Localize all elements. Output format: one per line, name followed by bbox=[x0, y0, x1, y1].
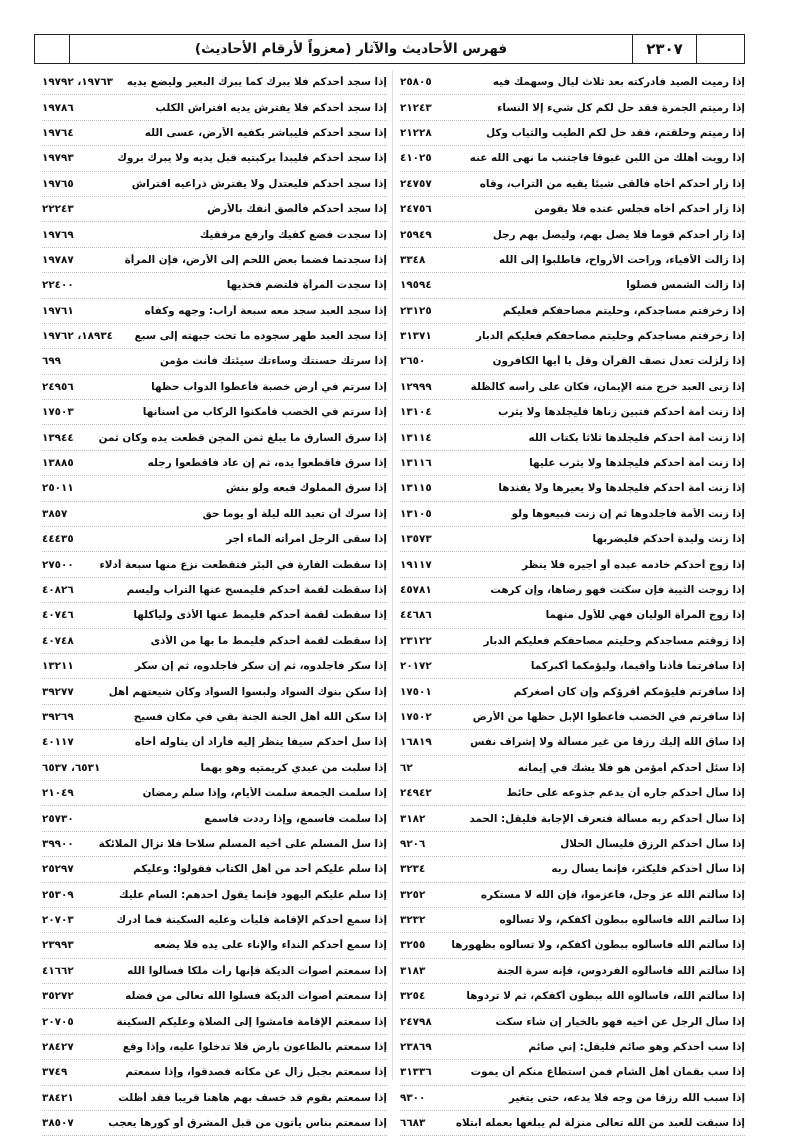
index-entry bbox=[400, 502, 745, 527]
hadith-text: إذا سكن الله أهل الجنة الجنة بقي في مكان فسيح bbox=[133, 710, 387, 723]
hadith-number: ٢١٢٢٨ bbox=[400, 126, 432, 139]
index-entry bbox=[400, 1086, 745, 1111]
hadith-text: إذا زلزلت تعدل نصف القرآن وقل يا أيها الكافرون bbox=[492, 355, 745, 368]
hadith-text: إذا زالت الأفياء، وراحت الأرواح، فاطلبوا إلى الله bbox=[499, 253, 745, 266]
hadith-text: إذا زوج المرأة الوليان فهي للأول منهما bbox=[545, 609, 745, 622]
hadith-number: ٣١٣٧١ bbox=[400, 330, 432, 343]
index-entry bbox=[400, 1060, 745, 1085]
hadith-text: إذا سقى الرجل امرأته الماء أجر bbox=[226, 533, 387, 546]
hadith-number: ١٣١٠٥ bbox=[400, 507, 432, 520]
hadith-number: ١٣١٠٤ bbox=[400, 406, 432, 419]
hadith-number: ٢١٢٤٣ bbox=[400, 101, 432, 114]
hadith-text: إذا سمعتم بجبل زال عن مكانه فصدقوا، وإذا سمعتم bbox=[125, 1066, 387, 1079]
index-entry bbox=[42, 502, 387, 527]
hadith-number: ٢٥٩٤٩ bbox=[400, 228, 432, 241]
index-column-left bbox=[42, 70, 387, 1136]
hadith-number: ٢٥٨٠٥ bbox=[400, 76, 432, 89]
hadith-number: ٤٠١١٧ bbox=[42, 736, 74, 749]
hadith-number: ١٣٥٧٣ bbox=[400, 533, 432, 546]
hadith-number: ٢٤٩٤٢ bbox=[400, 787, 432, 800]
hadith-text: إذا سألتم الله فاسألوه ببطون أكفكم، ولا تسألوه bbox=[499, 914, 745, 927]
hadith-text: إذا زنت أمة أحدكم فليجلدها ثلاثاً بكتاب الله bbox=[528, 431, 745, 444]
index-entry bbox=[42, 1009, 387, 1034]
hadith-text: إذا زنت أمة أحدكم فتبين زناها فليجلدها ولا يثرب bbox=[498, 406, 745, 419]
hadith-number: ١٩٧٦٤ bbox=[42, 126, 74, 139]
hadith-text: إذا زوجت الثيبة فإن سكتت فهو رضاها، وإن كرهت bbox=[490, 584, 745, 596]
hadith-text: إذا زار أحدكم أخاه فجلس عنده فلا يقومن bbox=[534, 203, 745, 216]
hadith-text: إذا سافرتما فأذنا وأقيما، وليؤمكما أكبركما bbox=[530, 660, 745, 673]
index-entry bbox=[42, 425, 387, 450]
hadith-text: إذا سأل أحدكم ربه مسألة فتعرف الإجابة فليقل: الحمد bbox=[469, 812, 745, 825]
hadith-number: ٩٣٠٠ bbox=[400, 1091, 426, 1104]
header-cell-empty bbox=[696, 35, 744, 63]
hadith-text: إذا سمع أحدكم الإقامة فليأت وعليه السكينة فما أدرك bbox=[116, 914, 387, 927]
hadith-text: إذا سرق المملوك فبعه ولو بنش bbox=[225, 482, 387, 495]
hadith-number: ٢٠٧٠٣ bbox=[42, 914, 74, 927]
hadith-text: إذا سجد العبد طهر سجوده ما تحت جبهته إلى سبع bbox=[134, 330, 387, 343]
hadith-number: ١٩٧٦٩ bbox=[42, 228, 74, 241]
index-entry bbox=[400, 70, 745, 95]
index-entry bbox=[400, 756, 745, 781]
index-entry bbox=[400, 857, 745, 882]
hadith-number: ٢٠١٧٢ bbox=[400, 660, 432, 673]
index-entry bbox=[400, 832, 745, 857]
hadith-number: ٢٥٣٠٩ bbox=[42, 888, 74, 901]
hadith-number: ٢٥٢٩٧ bbox=[42, 863, 74, 876]
hadith-number: ٣٨٥٧ bbox=[42, 507, 68, 520]
hadith-text: إذا زنت أمة أحدكم فليجلدها ولا يعيرها ولا يفندها bbox=[498, 482, 745, 495]
index-entry bbox=[42, 349, 387, 374]
index-entry bbox=[42, 679, 387, 704]
hadith-number: ٢٥٠١١ bbox=[42, 482, 74, 495]
hadith-number: ١٩٧٨٦ bbox=[42, 101, 74, 114]
hadith-text: إذا سجدت المرأة فلتضم فخذيها bbox=[226, 279, 387, 292]
hadith-number: ٢٧٥٠٠ bbox=[42, 558, 74, 571]
index-entry bbox=[400, 476, 745, 501]
hadith-number: ٢٤٧٩٨ bbox=[400, 1015, 432, 1028]
hadith-number: ١٣١١٥ bbox=[400, 482, 432, 495]
hadith-number: ٣٢٥٢ bbox=[400, 888, 426, 901]
index-entry bbox=[42, 883, 387, 908]
hadith-text: إذا سألتم الله، فاسألوه الله ببطون أكفكم، ثم لا تردوها bbox=[466, 990, 745, 1003]
hadith-text: إذا زوج أحدكم خادمه عبده أو أجيره فلا ينظر bbox=[522, 558, 745, 571]
hadith-number: ٢٤٩٥٦ bbox=[42, 380, 74, 393]
hadith-text: إذا سمعتم بناس يأتون من قبل المشرق أو كورها يعجب bbox=[108, 1117, 387, 1130]
index-entry bbox=[400, 121, 745, 146]
column-divider bbox=[392, 70, 393, 1080]
index-entry bbox=[42, 857, 387, 882]
index-entry bbox=[42, 933, 387, 958]
index-entry bbox=[400, 527, 745, 552]
hadith-text: إذا زنى العبد خرج منه الإيمان، فكان على رأسه كالظلة bbox=[470, 380, 745, 393]
index-entry bbox=[400, 629, 745, 654]
page-header bbox=[34, 34, 745, 64]
index-entry bbox=[400, 578, 745, 603]
hadith-number: ١٣٢١١ bbox=[42, 660, 74, 673]
index-entry bbox=[400, 1035, 745, 1060]
index-entry bbox=[42, 603, 387, 628]
index-entry bbox=[400, 705, 745, 730]
index-entry bbox=[42, 476, 387, 501]
index-entry bbox=[400, 95, 745, 120]
index-entry bbox=[400, 933, 745, 958]
hadith-text: إذا رميت الصيد فأدركته بعد ثلاث ليال وسهمك فيه bbox=[492, 76, 745, 89]
hadith-number: ١٦٨١٩ bbox=[400, 736, 432, 749]
index-entry bbox=[400, 451, 745, 476]
hadith-text: إذا سكن بنوك السواد ولبسوا السواد وكان شيعتهم أهل bbox=[108, 685, 387, 698]
hadith-number: ١٣٨٨٥ bbox=[42, 457, 74, 470]
hadith-number: ٢٢٤٠٠ bbox=[42, 279, 74, 292]
hadith-text: إذا سمع أحدكم النداء والإناء على يده فلا يضعه bbox=[153, 939, 387, 952]
hadith-number: ٤٤٤٣٥ bbox=[42, 533, 74, 546]
index-entry bbox=[400, 908, 745, 933]
hadith-number: ٤١٦٦٢ bbox=[42, 964, 74, 977]
index-entry bbox=[400, 172, 745, 197]
hadith-text: إذا سب بقمان أهل الشام فمن استطاع منكم أن يموت bbox=[470, 1066, 745, 1079]
hadith-number: ٣٥٢٧٢ bbox=[42, 990, 74, 1003]
index-entry bbox=[42, 121, 387, 146]
hadith-number: ٣١٨٣ bbox=[400, 964, 426, 977]
hadith-number: ١٩٧٩٣ bbox=[42, 152, 74, 165]
hadith-text: إذا سمعتم بالطاعون بأرض فلا تدخلوا عليه، وإذا وقع bbox=[122, 1041, 387, 1054]
index-entry bbox=[400, 349, 745, 374]
index-entry bbox=[42, 400, 387, 425]
index-entry bbox=[42, 527, 387, 552]
index-entry bbox=[42, 806, 387, 831]
hadith-text: إذا سقطت لقمة أحدكم فليمسح عنها التراب وليسم bbox=[126, 584, 387, 596]
hadith-number: ٢٠٧٠٥ bbox=[42, 1015, 74, 1028]
hadith-text: إذا سرك أن تعبد الله ليلة أو يوما حق bbox=[202, 507, 387, 520]
hadith-number: ٤٠٧٤٨ bbox=[42, 634, 74, 647]
hadith-text: إذا رميتم الجمرة فقد حل لكم كل شيء إلا النساء bbox=[497, 101, 745, 114]
hadith-number: ٢١٠٤٩ bbox=[42, 787, 74, 800]
index-entry bbox=[42, 908, 387, 933]
hadith-number: ٤٠٨٢٦ bbox=[42, 584, 74, 596]
hadith-text: إذا سرق فاقطعوا يده، ثم إن عاد فاقطعوا رجله bbox=[147, 457, 387, 470]
hadith-text: إذا سقطت لقمة أحدكم فليمط ما بها من الأذى bbox=[150, 634, 387, 647]
index-entry bbox=[42, 299, 387, 324]
hadith-text: إذا زار أحدكم قوماً فلا يصل بهم، وليصل بهم رجل bbox=[492, 228, 745, 241]
index-entry bbox=[400, 603, 745, 628]
hadith-text: إذا سمعتم أصوات الديكة فإنها رأت ملكا فسألوا الله bbox=[127, 964, 387, 977]
hadith-text: إذا زالت الشمس فصلوا bbox=[626, 279, 745, 292]
hadith-text: إذا سرتم في الخصب فأمكنوا الركاب من أسنانها bbox=[142, 406, 387, 419]
index-entry bbox=[400, 806, 745, 831]
index-entry bbox=[400, 984, 745, 1009]
hadith-number: ٢٨٤٢٧ bbox=[42, 1041, 74, 1054]
hadith-number: ١٩٧٦١ bbox=[42, 304, 74, 317]
hadith-number: ٣٨٤٢١ bbox=[42, 1091, 74, 1104]
hadith-number: ١٧٥٠١ bbox=[400, 685, 432, 698]
hadith-number: ١٧٥٠٣ bbox=[42, 406, 74, 419]
hadith-text: إذا سقطت لقمة أحدكم فليمط عنها الأذى وليأكلها bbox=[133, 609, 387, 622]
hadith-text: إذا سألتم الله فاسألوه ببطون أكفكم، ولا تسألوه بظهورها bbox=[451, 939, 745, 952]
hadith-text: إذا سلمت فاسمع، وإذا رددت فاسمع bbox=[204, 812, 387, 825]
hadith-number: ١٩٧٨٧ bbox=[42, 253, 74, 266]
hadith-text: إذا سلمت الجمعة سلمت الأيام، وإذا سلم رمضان bbox=[142, 787, 387, 800]
hadith-number: ٣٢٥٥ bbox=[400, 939, 426, 952]
hadith-number: ٤٠٧٤٦ bbox=[42, 609, 74, 622]
page-title: فهرس الأحاديث والآثار (معزواً لأرقام الأحاديث) bbox=[69, 35, 632, 63]
hadith-text: إذا سافرتم فليؤمكم أقرؤكم وإن كان أصغركم bbox=[513, 685, 745, 698]
index-entry bbox=[400, 375, 745, 400]
hadith-text: إذا زخرفتم مساجدكم وحليتم مصاحفكم فعليكم الدبار bbox=[475, 330, 745, 343]
hadith-text: إذا زنت أمة أحدكم فليجلدها ولا يثرب عليها bbox=[529, 457, 745, 470]
index-entry bbox=[42, 552, 387, 577]
index-entry bbox=[42, 654, 387, 679]
index-entry bbox=[400, 146, 745, 171]
hadith-text: إذا زنت الأمة فاجلدوها ثم إن زنت فبيعوها ولو bbox=[511, 507, 745, 520]
hadith-text: إذا سأل أحدكم الرزق فليسأل الحلال bbox=[560, 837, 745, 850]
index-entry bbox=[42, 375, 387, 400]
index-entry bbox=[42, 1060, 387, 1085]
hadith-number: ٢٥٧٣٠ bbox=[42, 812, 74, 825]
hadith-number: ٤٥٧٨١ bbox=[400, 584, 432, 596]
index-entry bbox=[400, 400, 745, 425]
index-entry bbox=[42, 248, 387, 273]
hadith-number: ٤٤٦٨٦ bbox=[400, 609, 432, 622]
hadith-number: ٣٢٥٤ bbox=[400, 990, 426, 1003]
index-entry bbox=[400, 1009, 745, 1034]
index-entry bbox=[42, 832, 387, 857]
index-entry bbox=[400, 679, 745, 704]
hadith-number: ٦٩٩ bbox=[42, 355, 62, 368]
hadith-number: ٣٩٩٠٠ bbox=[42, 837, 74, 850]
hadith-text: إذا سجد أحدكم فليبدأ بركبتيه قبل يديه ولا يبرك بروك bbox=[117, 152, 387, 165]
hadith-text: إذا سلم عليكم أحد من أهل الكتاب فقولوا: وعليكم bbox=[133, 863, 387, 876]
hadith-text: إذا سل المسلم على أخيه المسلم سلاحا فلا تزال الملائكة bbox=[98, 837, 387, 850]
index-entry bbox=[42, 70, 387, 95]
hadith-text: إذا سرتك حسنتك وساءتك سيئتك فأنت مؤمن bbox=[159, 355, 387, 368]
hadith-text: إذا سمعتم الإقامة فامشوا إلى الصلاة وعليكم السكينة bbox=[116, 1015, 387, 1028]
index-entry bbox=[42, 222, 387, 247]
hadith-text: إذا سب أحدكم وهو صائم فليقل: إني صائم bbox=[528, 1041, 745, 1054]
hadith-number: ١٢٩٩٩ bbox=[400, 380, 432, 393]
index-entry bbox=[42, 273, 387, 298]
hadith-text: إذا سرتم في أرض خصبة فأعطوا الدواب حظها bbox=[151, 380, 387, 393]
hadith-number: ٢٤٧٥٧ bbox=[400, 177, 432, 190]
index-entry bbox=[400, 1111, 745, 1136]
hadith-number: ١٣١١٤ bbox=[400, 431, 432, 444]
index-entry bbox=[42, 1086, 387, 1111]
hadith-text: إذا سأل أحدكم فليكثر، فإنما يسأل ربه bbox=[551, 863, 745, 876]
hadith-text: إذا سل أحدكم سيفا ينظر إليه فأراد أن يناوله أخاه bbox=[134, 736, 387, 749]
index-entry bbox=[42, 197, 387, 222]
index-entry bbox=[400, 248, 745, 273]
index-entry bbox=[42, 324, 387, 349]
hadith-text: إذا سقطت الفارة في البئر فتقطعت نزع منها سبعة أدلاء bbox=[99, 558, 387, 571]
hadith-number: ٣٢٣٢ bbox=[400, 914, 426, 927]
hadith-text: إذا سجد أحدكم فلا يفترش يديه افتراش الكلب bbox=[155, 101, 387, 114]
hadith-text: إذا ساق الله إليك رزقا من غير مسألة ولا إشراف نفس bbox=[470, 736, 745, 749]
hadith-text: إذا سكر فاجلدوه، ثم إن سكر فاجلدوه، ثم إن سكر bbox=[134, 660, 387, 673]
hadith-number: ٢٣١٢٢ bbox=[400, 634, 432, 647]
hadith-number: ٣١٨٢ bbox=[400, 812, 426, 825]
index-entry bbox=[400, 222, 745, 247]
index-entry bbox=[42, 172, 387, 197]
hadith-text: إذا سافرتم في الخصب فأعطوا الإبل حظها من الأرض bbox=[472, 710, 745, 723]
hadith-number: ٢٣١٢٥ bbox=[400, 304, 432, 317]
index-entry bbox=[400, 273, 745, 298]
index-entry bbox=[42, 578, 387, 603]
index-entry bbox=[42, 146, 387, 171]
hadith-number: ١٩٧٦٣، ١٩٧٩٢ bbox=[42, 76, 114, 89]
hadith-number: ١٩١١٧ bbox=[400, 558, 432, 571]
hadith-number: ٣٩٢٧٧ bbox=[42, 685, 74, 698]
hadith-text: إذا رويت أهلك من اللبن غبوقا فاجتنب ما نهى الله عنه bbox=[469, 152, 745, 165]
hadith-number: ٩٢٠٦ bbox=[400, 837, 426, 850]
hadith-text: إذا زوقتم مساجدكم وحليتم مصاحفكم فعليكم الدبار bbox=[483, 634, 745, 647]
hadith-text: إذا زخرفتم مساجدكم، وحليتم مصاحفكم فعليكم bbox=[502, 304, 745, 317]
hadith-number: ٤١٠٢٥ bbox=[400, 152, 432, 165]
index-entry bbox=[400, 730, 745, 755]
index-entry bbox=[42, 629, 387, 654]
hadith-text: إذا سألتم الله عز وجل، فاعزموا، فإن الله لا مستكره bbox=[480, 888, 745, 901]
hadith-text: إذا زنت وليدة أحدكم فليضربها bbox=[592, 533, 745, 546]
hadith-number: ٦٢ bbox=[400, 761, 413, 774]
hadith-number: ٣٧٤٩ bbox=[42, 1066, 68, 1079]
index-entry bbox=[400, 959, 745, 984]
index-entry bbox=[400, 781, 745, 806]
index-entry bbox=[42, 95, 387, 120]
hadith-text: إذا زار أحدكم أخاه فألقى شيئاً يقيه من التراب، وقاه bbox=[479, 177, 745, 190]
hadith-number: ٣٩٢٦٩ bbox=[42, 710, 74, 723]
hadith-text: إذا سبب الله رزقا من وجه فلا يدعه، حتى يتغير bbox=[508, 1091, 745, 1104]
hadith-number: ٢٦٥٠ bbox=[400, 355, 426, 368]
hadith-text: إذا رميتم وحلقتم، فقد حل لكم الطيب والثياب وكل bbox=[486, 126, 745, 139]
index-entry bbox=[42, 705, 387, 730]
hadith-number: ٦٥٣١، ٦٥٣٧ bbox=[42, 761, 101, 774]
hadith-number: ١٣١١٦ bbox=[400, 457, 432, 470]
index-entry bbox=[400, 324, 745, 349]
hadith-text: إذا سرق السارق ما يبلغ ثمن المجن قطعت يده وكان ثمن bbox=[98, 431, 387, 444]
hadith-number: ٣٢٣٤ bbox=[400, 863, 426, 876]
hadith-text: إذا سجد أحدكم فلا يبرك كما يبرك البعير وليضع يديه bbox=[126, 76, 387, 89]
index-entry bbox=[400, 425, 745, 450]
hadith-number: ٣٣٤٨ bbox=[400, 253, 426, 266]
index-entry bbox=[42, 730, 387, 755]
hadith-text: إذا سجدت فضع كفيك وارفع مرفقيك bbox=[199, 228, 387, 241]
index-entry bbox=[400, 299, 745, 324]
hadith-text: إذا سمعتم بقوم قد خسف بهم هاهنا قريباً فقد أظلت bbox=[118, 1091, 387, 1104]
index-entry bbox=[400, 883, 745, 908]
index-entry bbox=[42, 756, 387, 781]
hadith-text: إذا سجد العبد سجد معه سبعة آراب: وجهه وكفاه bbox=[144, 304, 387, 317]
hadith-text: إذا سأل أحدكم جاره أن يدعم جذوعه على حائط bbox=[506, 787, 745, 800]
index-entry bbox=[42, 1035, 387, 1060]
header-cell-empty bbox=[35, 35, 69, 63]
hadith-number: ١٧٥٠٢ bbox=[400, 710, 432, 723]
hadith-text: إذا سجد أحدكم فليعتدل ولا يفترش ذراعيه افتراش bbox=[131, 177, 387, 190]
index-entry bbox=[400, 654, 745, 679]
hadith-number: ٣١٣٣٦ bbox=[400, 1066, 432, 1079]
hadith-text: إذا سلبت من عبدي كريمتيه وهو بهما bbox=[200, 761, 387, 774]
index-entry bbox=[42, 1111, 387, 1136]
index-entry bbox=[400, 552, 745, 577]
hadith-text: إذا سأل الرجل عن أخيه فهو بالخيار إن شاء سكت bbox=[495, 1015, 745, 1028]
hadith-number: ٣٨٥٠٧ bbox=[42, 1117, 74, 1130]
hadith-text: إذا سئل أحدكم أمؤمن هو فلا يشك في إيمانه bbox=[517, 761, 745, 774]
hadith-text: إذا سألتم الله فاسألوه الفردوس، فإنه سرة الجنة bbox=[496, 964, 745, 977]
hadith-number: ٢٣٩٩٣ bbox=[42, 939, 74, 952]
hadith-number: ١٨٩٣٤، ١٩٧٦٢ bbox=[42, 330, 114, 343]
hadith-number: ٢٤٧٥٦ bbox=[400, 203, 432, 216]
page-number: ٢٣٠٧ bbox=[632, 35, 696, 63]
hadith-number: ١٩٥٩٤ bbox=[400, 279, 432, 292]
index-entry bbox=[42, 781, 387, 806]
hadith-text: إذا سجد أحدكم فليباشر بكفيه الأرض، عسى الله bbox=[144, 126, 387, 139]
index-column-right bbox=[400, 70, 745, 1136]
hadith-text: إذا سجد أحدكم فألصق أنفك بالأرض bbox=[207, 203, 387, 216]
index-entry bbox=[400, 197, 745, 222]
hadith-number: ١٣٩٤٤ bbox=[42, 431, 74, 444]
hadith-number: ٢٢٢٤٣ bbox=[42, 203, 74, 216]
index-entry bbox=[42, 959, 387, 984]
index-entry bbox=[42, 451, 387, 476]
hadith-number: ١٩٧٦٥ bbox=[42, 177, 74, 190]
hadith-text: إذا سلم عليكم اليهود فإنما يقول أحدهم: السام عليك bbox=[119, 888, 387, 901]
hadith-text: إذا سمعتم أصوات الديكة فسلوا الله تعالى من فضله bbox=[125, 990, 387, 1003]
hadith-number: ٦٦٨٣ bbox=[400, 1117, 426, 1130]
hadith-number: ٢٣٨٦٩ bbox=[400, 1041, 432, 1054]
hadith-text: إذا سجدتما فضما بعض اللحم إلى الأرض، فإن المرأة bbox=[124, 253, 387, 266]
index-entry bbox=[42, 984, 387, 1009]
hadith-text: إذا سبقت للعبد من الله تعالى منزلة لم يبلغها بعمله ابتلاه bbox=[455, 1117, 745, 1130]
